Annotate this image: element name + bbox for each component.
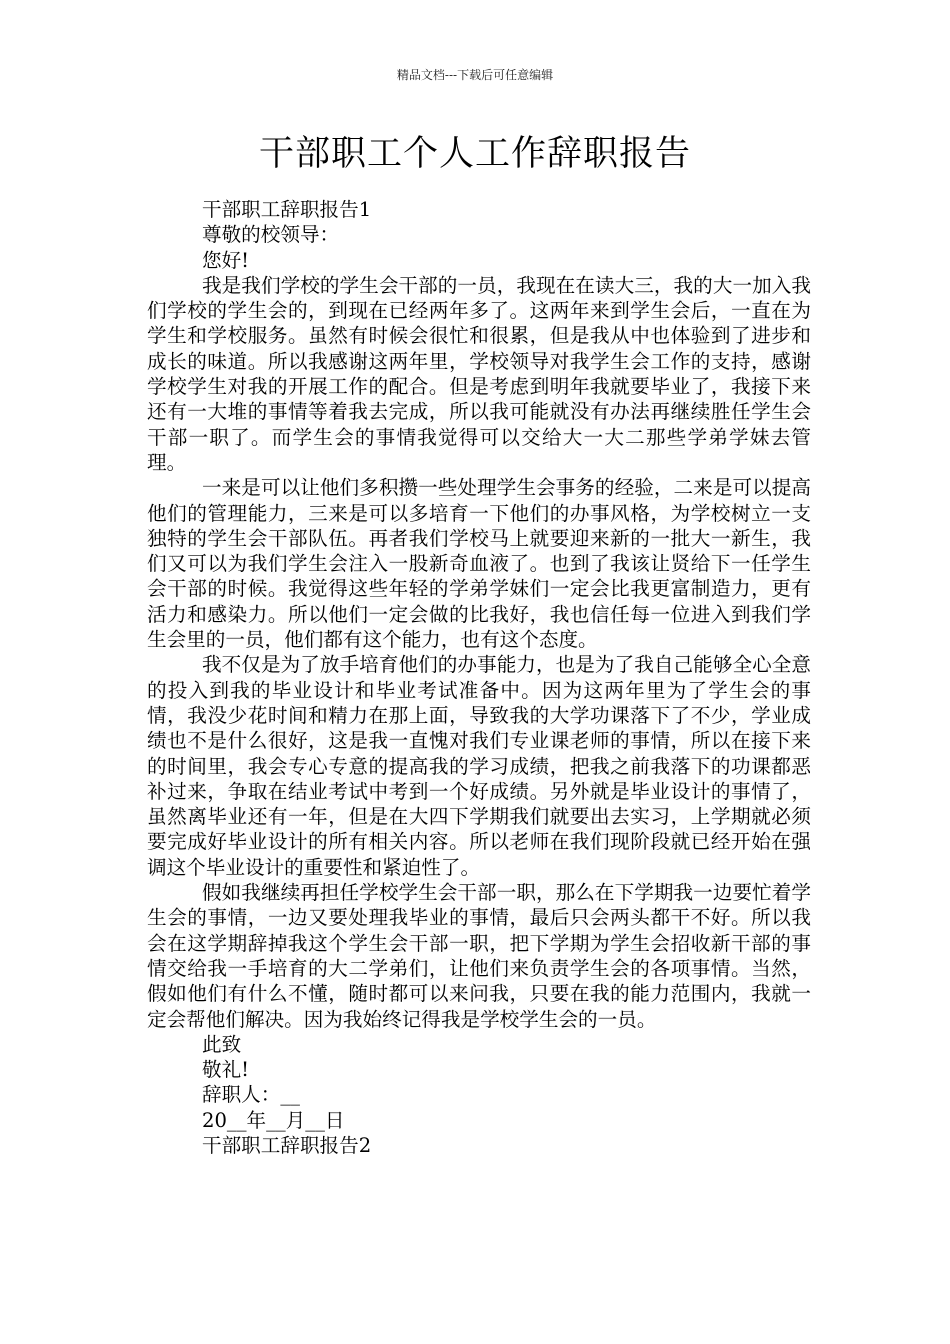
- section-heading: 干部职工辞职报告2: [202, 1133, 372, 1157]
- greeting: 您好!: [202, 248, 250, 272]
- signature-line: 辞职人：__: [202, 1083, 300, 1107]
- document-title: 干部职工个人工作辞职报告: [258, 134, 691, 174]
- closing-line: 敬礼!: [202, 1058, 250, 1082]
- section-heading: 干部职工辞职报告1: [202, 198, 372, 221]
- header-note: 精品文档---下载后可任意编辑: [396, 68, 554, 82]
- date-line: 20__年__月__日: [202, 1108, 345, 1132]
- document-body: [147, 197, 811, 1158]
- paragraph: 我是我们学校的学生会干部的一员，我现在在读大三，我的大一加入我们学校的学生会的，到现在已经两年多了。这两年来到学生会后，一直在为学生和学校服务。虽然有时候会很忙和很累，但是我从中也体验到了进步和成长的味道。所以我感谢这两年里，学校领导对我学生会工作的支持，感谢学校学生对我的开展工作的配合。但是考虑到明年我就要毕业了，我接下来还有一大堆的事情等着我去完成，所以我可能就没有办法再继续胜任学生会干部一职了。而学生会的事情我觉得可以交给大一大二那些学弟学妹去管理。: [147, 273, 811, 474]
- paragraph: 一来是可以让他们多积攒一些处理学生会事务的经验，二来是可以提高他们的管理能力，三来是可以多培育一下他们的办事风格，为学校树立一支独特的学生会干部队伍。再者我们学校马上就要迎来新的一批大一新生，我们又可以为我们学生会注入一股新奇血液了。也到了我该让贤给下一任学生会干部的时候。我觉得这些年轻的学弟学妹们一定会比我更富制造力，更有活力和感染力。所以他们一定会做的比我好，我也信任每一位进入到我们学生会里的一员，他们都有这个能力，也有这个态度。: [147, 476, 811, 652]
- paragraph: 我不仅是为了放手培育他们的办事能力，也是为了我自己能够全心全意的投入到我的毕业设计和毕业考试准备中。因为这两年里为了学生会的事情，我没少花时间和精力在那上面，导致我的大学功课落下了不少，学业成绩也不是什么很好，这是我一直愧对我们专业课老师的事情，所以在接下来的时间里，我会专心专意的提高我的学习成绩，把我之前我落下的功课都恶补过来，争取在结业考试中考到一个好成绩。另外就是毕业设计的事情了，虽然离毕业还有一年，但是在大四下学期我们就要出去实习，上学期就必须要完成好毕业设计的所有相关内容。所以老师在我们现阶段就已经开始在强调这个毕业设计的重要性和紧迫性了。: [147, 653, 811, 879]
- salutation: 尊敬的校领导：: [202, 223, 340, 247]
- paragraph: 假如我继续再担任学校学生会干部一职，那么在下学期我一边要忙着学生会的事情，一边又要处理我毕业的事情，最后只会两头都干不好。所以我会在这学期辞掉我这个学生会干部一职，把下学期为学生会招收新干部的事情交给我一手培育的大二学弟们，让他们来负责学生会的各项事情。当然，假如他们有什么不懂，随时都可以来问我，只要在我的能力范围内，我就一定会帮他们解决。因为我始终记得我是学校学生会的一员。: [147, 881, 811, 1031]
- closing-line: 此致: [202, 1032, 242, 1056]
